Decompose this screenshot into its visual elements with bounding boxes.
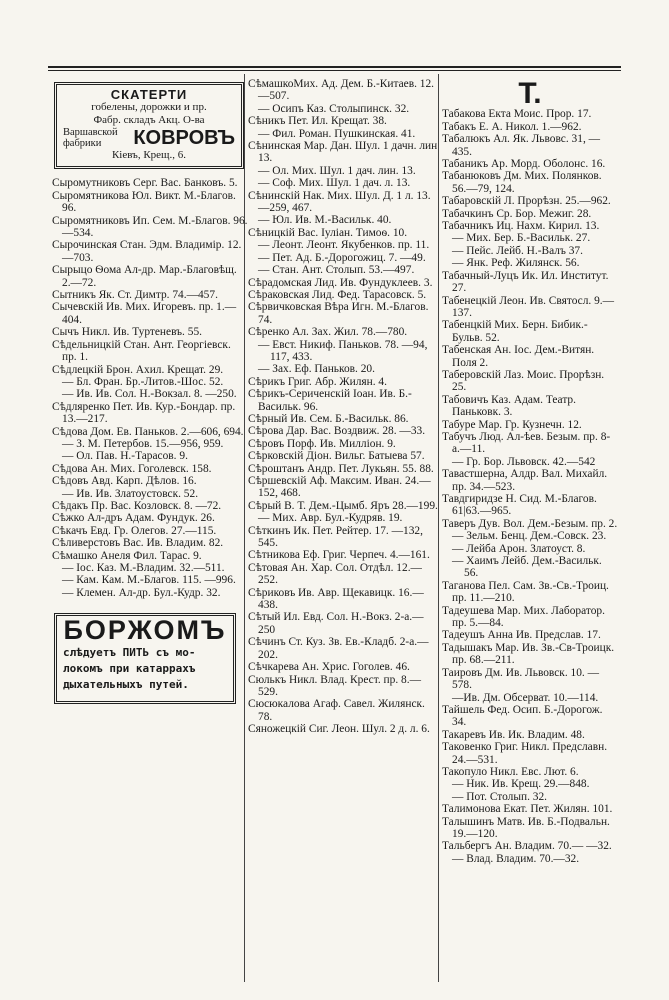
directory-subentry: — Пот. Столып. 32. [452, 790, 548, 803]
directory-entry: Сѣрова Дар. Вас. Воздвиж. 28. —33. [248, 425, 426, 438]
ad-title: БОРЖОМЪ [63, 615, 227, 646]
directory-entry: Сѣнинскій Нак. Мих. Шул. Д. 1 л. 13.—259, 467. [248, 189, 431, 215]
ad-line: слѣдуетъ ПИТЬ съ мо- [63, 645, 196, 659]
directory-entry: Сѣдлецкій Брон. Ахил. Крещат. 29. [52, 363, 224, 376]
directory-subentry: — Юл. Ив. М.-Васильк. 40. [258, 214, 392, 227]
directory-entry: Сѣтовая Ан. Хар. Сол. Отдѣл. 12.—252. [248, 561, 422, 587]
directory-subentry: — Ив. Ив. Златоустовск. 52. [62, 487, 199, 500]
directory-entry: Сѣрадомская Лид. Ив. Фундуклеев. 3. [248, 276, 433, 289]
directory-subentry: — Ник. Ив. Крещ. 29.—848. [452, 778, 590, 791]
top-rule-thin [48, 70, 621, 71]
directory-entry: Табачникъ Иц. Нахм. Кирил. 13. [442, 220, 600, 233]
directory-entry: Табалюкъ Ал. Як. Львовс. 31, —435. [442, 133, 601, 158]
column-divider [438, 74, 439, 982]
directory-entry: Сѣжко Ал-дръ Адам. Фундук. 26. [52, 512, 215, 525]
directory-entry: Сѣнинская Мар. Дан. Шул. 1 дачн. лин 13. [248, 140, 438, 165]
directory-subentry: — Мих. Бер. Б.-Васильк. 27. [452, 232, 591, 245]
directory-entry: Сырочинская Стан. Эдм. Владимір. 12.—703. [52, 239, 242, 264]
directory-entry: Сѣмашко Анеля Фил. Тарас. 9. [52, 549, 202, 562]
directory-subentry: — Зах. Еф. Паньков. 20. [258, 363, 375, 376]
directory-entry: Сѣроштанъ Андр. Пет. Лукьян. 55. 88. [248, 462, 434, 475]
directory-subentry: — Бл. Фран. Бр.-Литов.-Шос. 52. [62, 375, 224, 388]
ad-brand: КОВРОВЪ [133, 127, 235, 150]
ad-line: гобелены, дорожки и пр. [91, 101, 207, 114]
directory-entry: Тадышакъ Мар. Ив. Зв.-Св-Троицк. пр. 68.—211. [442, 641, 615, 667]
ad-brand-row [63, 127, 235, 149]
directory-entry: Тадеушева Мар. Мих. Лаборатор. пр. 5.—84. [442, 604, 605, 630]
directory-entry: Сѣдова Ан. Мих. Гоголевск. 158. [52, 462, 212, 475]
ad-line: дыхательныхъ путей. [63, 677, 189, 691]
top-rule [48, 66, 621, 68]
directory-subentry: — Ол. Пав. Н.-Тарасов. 9. [62, 450, 188, 463]
directory-subentry: — Гр. Бор. Львовск. 42.—542 [452, 455, 596, 468]
directory-entry: Табуре Мар. Гр. Кузнечн. 12. [442, 418, 582, 431]
directory-entry: Табачкинъ Ср. Бор. Межиг. 28. [442, 207, 592, 220]
carpet-advertisement [54, 82, 244, 169]
directory-entry: Сыромутниковъ Серг. Вас. Банковъ. 5. [52, 177, 238, 190]
directory-entry: Сѣдова Дом. Ев. Паньков. 2.—606, 694. [52, 425, 244, 438]
directory-entry: Тальбергъ Ан. Владим. 70.— —32. [442, 840, 612, 853]
directory-subentry: — Пет. Ад. Б.-Дорогожиц. 7. —49. [258, 251, 426, 264]
directory-subentry: — Евст. Никиф. Паньков. 78. —94, 117, 433. [258, 338, 428, 363]
directory-list [442, 108, 618, 865]
directory-entry: Таганова Пел. Сам. Зв.-Св.-Троиц. пр. 11.—210. [442, 579, 609, 605]
directory-entry: Табанюковъ Дм. Мих. Полянков. 56.—79, 124. [442, 170, 602, 195]
directory-entry: Табачный-Луцъ Ик. Ил. Институт. 27. [442, 269, 609, 295]
directory-entry: Сыромятникова Юл. Викт. М.-Благов. 96. [52, 189, 236, 215]
directory-subentry: — Осипъ Каз. Столыпинск. 32. [258, 102, 410, 115]
directory-entry: Сѣткинъ Ик. Пет. Рейтер. 17. —132, 545. [248, 524, 423, 550]
directory-entry: Талышинъ Матв. Ив. Б.-Подвальн. 19.—120. [442, 815, 610, 840]
directory-entry: Тавастшерна, Алдр. Вал. Михайл. пр. 34.—523. [442, 468, 608, 493]
directory-subentry: — Соф. Мих. Шул. 1 дач. л. 13. [258, 177, 411, 190]
directory-subentry: — Ол. Мих. Шул. 1 дач. лин. 13. [258, 164, 416, 177]
directory-subentry: — Лейба Арон. Златоуст. 8. [452, 542, 586, 555]
directory-entry: Сѣрвичковская Вѣра Игн. М.-Благов. 74. [248, 301, 429, 326]
directory-entry: Сырыцо Ѳома Ал-др. Мар.-Благовѣщ. 2.—72. [52, 264, 237, 289]
directory-subentry: — Клемен. Ал-др. Бул.-Кудр. 32. [62, 586, 221, 599]
ad-title: СКАТЕРТИ [110, 87, 188, 102]
directory-entry: Таковенко Григ. Никл. Предславн. 24.—531. [442, 741, 608, 766]
directory-entry: Сюсюкалова Агаф. Савел. Жилянск. 78. [248, 698, 425, 723]
directory-entry: Сѣдельницкій Стан. Ант. Георгіевск. пр. 1. [52, 338, 231, 364]
directory-entry: Тадеушъ Анна Ив. Предслав. 17. [442, 629, 601, 642]
directory-entry: Сѣтый Ил. Евд. Сол. Н.-Вокз. 2-а.—250 [248, 611, 424, 636]
directory-subentry: — Мих. Авр. Бул.-Кудряв. 19. [258, 512, 403, 525]
directory-entry: Табенецкій Леон. Ив. Святосл. 9.—137. [442, 294, 615, 319]
directory-entry: Сѣникъ Пет. Ил. Крещат. 38. [248, 115, 387, 128]
directory-entry: Табаникъ Ар. Морд. Оболонс. 16. [442, 158, 606, 171]
directory-entry: Сяножецкій Сиг. Леон. Шул. 2 д. л. 6. [248, 723, 430, 736]
directory-entry: Табакова Екта Моис. Прор. 17. [442, 108, 592, 121]
ad-warsaw: Варшавской [63, 127, 118, 139]
directory-entry: Сѣдляренко Пет. Ив. Кур.-Бондар. пр. 13.—217. [52, 400, 236, 426]
directory-entry: Сыромятниковъ Ип. Сем. М.-Благов. 96.—534. [52, 214, 248, 240]
directory-entry: Сѣдовъ Авд. Карп. Дѣлов. 16. [52, 475, 197, 488]
directory-subentry: — З. М. Петербов. 15.—956, 959. [62, 437, 224, 450]
directory-entry: Таберовскій Лаз. Моис. Прорѣзн. 25. [442, 368, 605, 394]
directory-list [248, 78, 438, 736]
directory-entry: Сѣрковскій Діон. Вильг. Батыева 57. [248, 450, 425, 463]
section-letter: Т. [518, 77, 542, 110]
directory-entry: Сѣриковъ Ив. Авр. Щекавицк. 16.—438. [248, 586, 424, 612]
directory-entry: Сѣровъ Порф. Ив. Милліон. 9. [248, 437, 396, 450]
directory-entry: Сѣрый В. Т. Дем.-Цымб. Яръ 28.—199. [248, 499, 438, 512]
directory-entry: Сѣницкій Вас. Іуліан. Тимоѳ. 10. [248, 226, 408, 239]
directory-entry: Табаровскій Л. Прорѣзн. 25.—962. [442, 195, 611, 208]
directory-entry: Сѣтникова Еф. Григ. Черпеч. 4.—161. [248, 549, 430, 562]
directory-subentry: — Пейс. Лейб. Н.-Валъ 37. [452, 244, 583, 257]
directory-subentry: — Фил. Роман. Пушкинская. 41. [258, 127, 416, 140]
directory-list [52, 177, 248, 599]
directory-subentry: — Ив. Ив. Сол. Н.-Вокзал. 8. —250. [62, 388, 237, 401]
directory-entry: Таировъ Дм. Ив. Львовск. 10. —578. [442, 666, 600, 692]
directory-subentry: — Іос. Каз. М.-Владим. 32.—511. [62, 562, 225, 574]
directory-subentry: — Янк. Реф. Жилянск. 56. [452, 257, 580, 270]
directory-subentry: — Кам. Кам. М.-Благов. 115. —996. [62, 574, 236, 587]
ad-line: Фабр. складъ Акц. О-ва [93, 114, 205, 127]
directory-entry: Сытникъ Як. Ст. Димтр. 74.—457. [52, 289, 218, 302]
directory-entry: Сѣршевскій Аф. Максим. Иван. 24.—152, 468. [248, 475, 431, 500]
directory-entry: Сюлькъ Никл. Влад. Крест. пр. 8.—529. [248, 673, 421, 698]
column-2 [248, 78, 438, 736]
directory-entry: СѣмашкоМих. Ад. Дем. Б.-Китаев. 12.—507. [248, 78, 435, 103]
ad-address: Кіевъ, Крещ., 6. [111, 149, 187, 162]
ad-factory: фабрики [63, 138, 102, 150]
directory-entry: Сѣренко Ал. Зах. Жил. 78.—780. [248, 326, 408, 339]
directory-entry: Сѣрикъ Григ. Абр. Жилян. 4. [248, 375, 387, 388]
directory-entry: Табучъ Люд. Ал-ѣев. Безым. пр. 8-а.—11. [442, 430, 611, 456]
column-3 [442, 78, 618, 865]
directory-entry: Сѣкачъ Евд. Гр. Олегов. 27.—115. [52, 524, 217, 537]
directory-entry: Сѣдакъ Пр. Вас. Козловск. 8. —72. [52, 499, 222, 512]
directory-entry: Табенская Ан. Іос. Дем.-Витян. Поля 2. [442, 344, 595, 369]
directory-entry: Талимонова Екат. Пет. Жилян. 101. [442, 803, 613, 816]
directory-subentry: — Влад. Владим. 70.—32. [452, 852, 580, 865]
directory-entry: Таверъ Дув. Вол. Дем.-Безым. пр. 2. [442, 517, 618, 530]
directory-entry: Сѣрикъ-Сериченскій Іоан. Ив. Б.-Васильк. 96. [248, 388, 412, 413]
directory-entry: Такопуло Никл. Евс. Лют. 6. [442, 765, 579, 778]
directory-entry: Такаревъ Ив. Ик. Владим. 48. [442, 728, 585, 741]
directory-subentry: — Стан. Ант. Столып. 53.—497. [258, 264, 415, 277]
directory-entry: Сычевскій Ив. Мих. Игоревъ. пр. 1.—404. [52, 301, 237, 326]
directory-entry: Табенцкій Мих. Берн. Бибик.-Бульв. 52. [442, 319, 588, 344]
directory-entry: Табакъ Е. А. Никол. 1.—962. [442, 120, 582, 133]
directory-entry: Сѣливерстовъ Вас. Ив. Владим. 82. [52, 537, 224, 550]
directory-entry: Сѣчкарева Ан. Хрис. Гоголев. 46. [248, 661, 410, 674]
directory-entry: Сѣчинъ Ст. Куз. Зв. Ев.-Кладб. 2-а.—202. [248, 636, 429, 661]
ad-factory-label [63, 127, 118, 149]
directory-entry: Тайшель Фед. Осип. Б.-Дорогож. 34. [442, 703, 603, 729]
directory-subentry: —Ив. Дм. Обсерват. 10.—114. [452, 691, 599, 704]
directory-entry: Тавдгиридзе Н. Сид. М.-Благов. 61|63.—965. [442, 493, 597, 518]
directory-subentry: — Хаимъ Лейб. Дем.-Васильк. 56. [452, 555, 602, 580]
directory-subentry: — Зельм. Бенц. Дем.-Совск. 23. [452, 530, 607, 543]
directory-entry: Табовичъ Каз. Адам. Театр. Паньковк. 3. [442, 393, 576, 419]
column-1 [52, 78, 248, 712]
directory-entry: Сѣраковская Лид. Фед. Тарасовск. 5. [248, 288, 427, 301]
borjom-advertisement [54, 613, 236, 703]
directory-subentry: — Леонт. Леонт. Якубенков. пр. 11. [258, 239, 430, 252]
directory-entry: Сѣрный Ив. Сем. Б.-Васильк. 86. [248, 412, 409, 425]
directory-entry: Сычъ Никл. Ив. Туртеневъ. 55. [52, 326, 202, 339]
ad-line: локомъ при катаррахъ [63, 661, 196, 675]
